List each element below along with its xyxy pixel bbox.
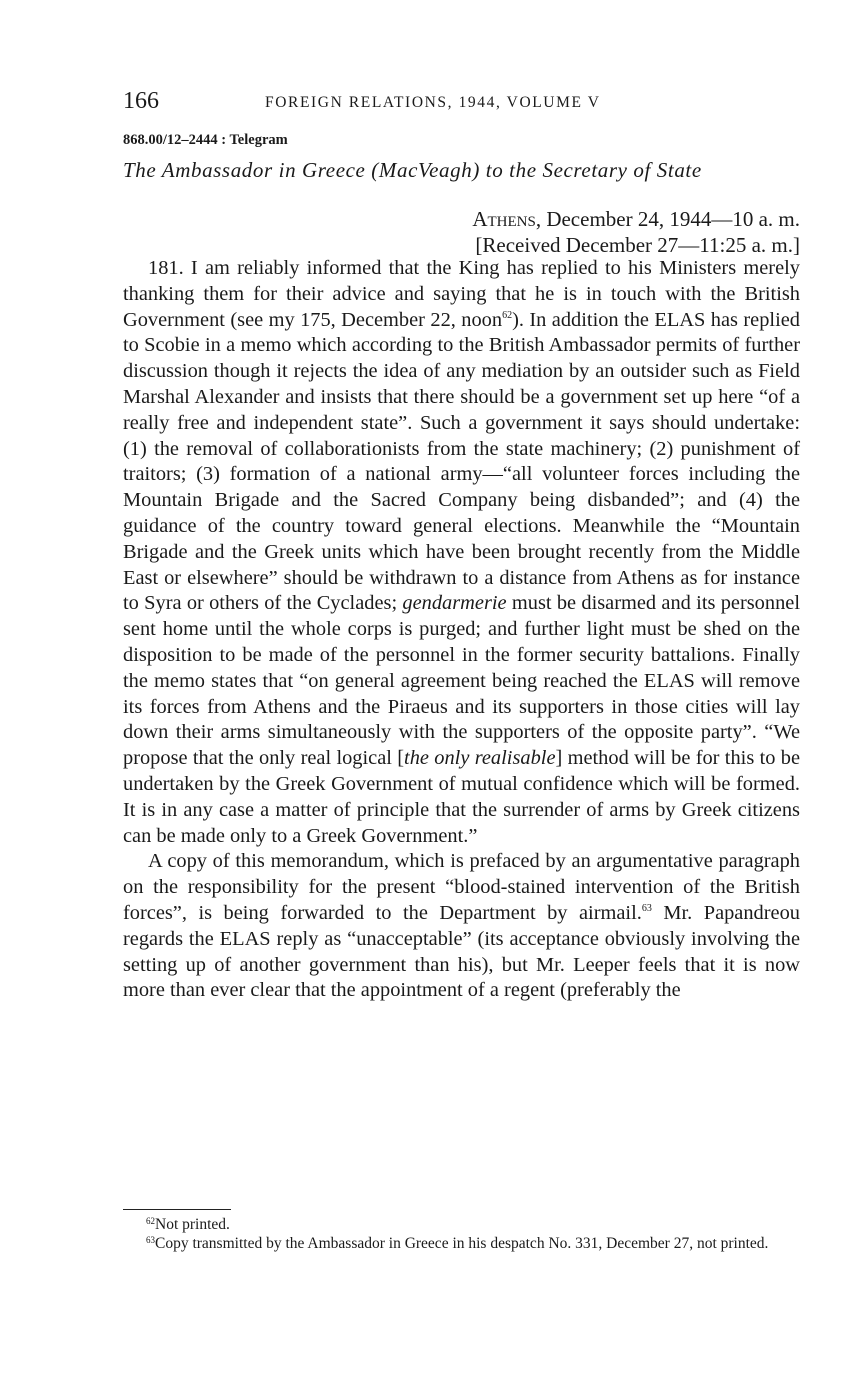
text-run: must be disarmed and its personnel sent home until the whole corps is purged; and further light must be shed on the disposition to be made of the personnel in the former security battalions. Finally the memo states that “on general agreement being reached the ELAS will remove its forces from Athens and the Piraeus and its supporters in those cities will lay down their arms simultaneously with the supporters of the opposite party”. “We propose that the only real logical [ [123, 592, 800, 770]
telegram-body [123, 256, 800, 1004]
page-number: 166 [123, 88, 159, 114]
sent-line [472, 206, 800, 232]
dateline [472, 206, 800, 258]
document-title: The Ambassador in Greece (MacVeagh) to the Secretary of State [123, 158, 702, 182]
text-run: Mr. Papandreou regards the ELAS reply as “unacceptable” (its acceptance obviously involving the setting up of another government than his), but Mr. Leeper feels that it is now more than ever clear that the appointment of a regent (preferably the [123, 901, 800, 1002]
file-reference: 868.00/12–2444 : Telegram [123, 132, 288, 148]
footnote-mark: 63 [146, 1234, 155, 1245]
page [123, 88, 800, 1002]
footnote-ref-62: 62 [502, 309, 513, 321]
received-line: [Received December 27—11:25 a. m.] [475, 233, 800, 257]
sent-date: , December 24, 1944—10 a. m. [535, 207, 800, 231]
footnote-divider [123, 1209, 231, 1210]
text-run: A copy of this memorandum, which is prefaced by an argumentative paragraph on the responsibility for the present “blood-stained intervention of the British forces”, is being forwarded to the Department by airmail. [123, 850, 800, 924]
italic-term: gendarmerie [402, 592, 507, 615]
page-header [123, 88, 800, 118]
text-run: ). In addition the ELAS has replied to Scobie in a memo which according to the British Ambassador permits of further discussion though it rejects the idea of any mediation by an outsider such as Field Marshal Alexander and insists that there should be a government set up here “of a really free and independent state”. Such a government it says should undertake: (1) the removal of collaborationists from the state machinery; (2) punishment of traitors; (3) formation of a national army—“all volunteer forces including the Mountain Brigade and the Sacred Company being disbanded”; and (4) the guidance of the country toward general elections. Meanwhile the “Mountain Brigade and the Greek units which have been brought recently from the Middle East or elsewhere” should be withdrawn to a distance from Athens as for instance to Syra or others of the Cyclades; [123, 308, 800, 615]
paragraph-1 [123, 256, 800, 849]
text-run: 181. I am reliably informed that the King has replied to his Ministers merely thanking them for their advice and saying that he is in touch with the British Government (see my 175, December 22, noon [123, 257, 800, 331]
footnote-62 [128, 1216, 802, 1235]
italic-insertion: the only realisable [404, 747, 556, 770]
footnote-text: Copy transmitted by the Ambassador in Greece in his despatch No. 331, December 27, not printed. [155, 1234, 769, 1252]
footnote-mark: 62 [146, 1216, 155, 1226]
footnote-ref-63: 63 [641, 902, 652, 914]
footnote-63 [128, 1235, 802, 1254]
footnotes [128, 1216, 802, 1253]
running-head: FOREIGN RELATIONS, 1944, VOLUME V [265, 94, 601, 111]
text-run: ] method will be for this to be undertaken by the Greek Government of mutual confidence which will be formed. It is in any case a matter of principle that the surrender of arms by Greek citizens can be made only to a Greek Government.” [123, 747, 800, 847]
place: Athens [472, 207, 536, 231]
paragraph-2 [123, 849, 800, 1004]
footnote-text: Not printed. [155, 1216, 230, 1233]
